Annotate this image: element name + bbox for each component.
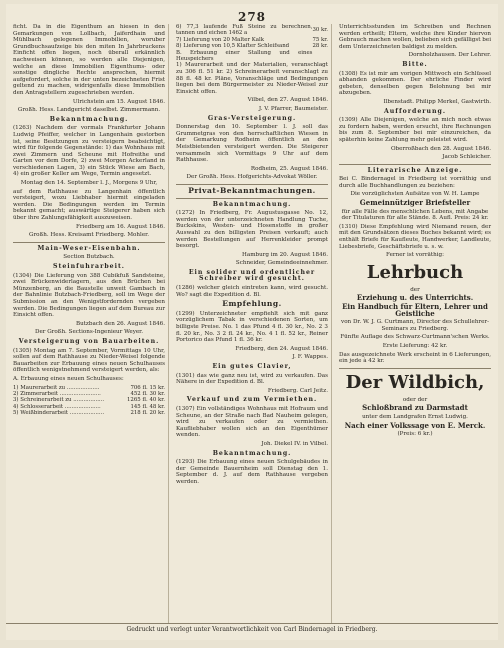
book-subtitle-2: Ein Handbuch für Eltern, Lehrer und Geistliche bbox=[342, 302, 488, 318]
table-row: 1) Maurerarbeit zu ................... 706 fl. 15 kr. bbox=[13, 384, 165, 391]
date-line: Friedberg, den 24. August 1846. bbox=[235, 345, 328, 352]
section-subtitle: Section Butzbach. bbox=[63, 254, 115, 261]
section-title: Gras-Versteigerung. bbox=[207, 114, 297, 122]
notice-1293: (1293) Die Erbauung eines neuen Schulgebäudes in der Gemeinde Bauernheim soll Dienstag den 1. September d. J. auf dem Rathhause vergeben werden. bbox=[176, 459, 328, 485]
date-line: Vilbel, den 27. August 1846. bbox=[247, 97, 328, 104]
book-line: der bbox=[410, 286, 420, 293]
list-intro: A. Erbauung eines neuen Schulhauses: bbox=[13, 375, 124, 382]
table-row: 4) Schlosserarbeit ..................... 145 fl. 48 kr. bbox=[13, 403, 165, 410]
table-row: 7) Lieferung von 20 Malter Kalk 75 kr. bbox=[176, 36, 328, 43]
lit-title: Gemeinnütziger Briefsteller bbox=[359, 198, 471, 208]
signature: Ilbenstadt. Philipp Merkel, Gastwirth. bbox=[383, 98, 491, 105]
book-note: Fünfte Auflage des Schwarz-Curtmann'schen Werks. bbox=[340, 334, 490, 341]
book-author: von Dr. W. J. G. Curtmann, Director des Schullehrer-Seminars zu Friedberg. bbox=[341, 319, 489, 332]
book-subtitle: Erziehung u. des Unterrichts. bbox=[356, 293, 474, 303]
date-line: Rodheim, 25. August 1846. bbox=[250, 165, 328, 172]
book-price: Erste Lieferung: 42 kr. bbox=[382, 342, 448, 349]
signature: Großh. Hess. Kreisamt Friedberg. Mohler. bbox=[29, 232, 149, 239]
date-line: Butzbach den 26. August 1846. bbox=[75, 320, 165, 327]
lit-intro: Bei C. Bindernagel in Friedberg ist vorräthig und durch alle Buchhandlungen zu beziehen: bbox=[339, 176, 491, 189]
table-row: 5) Weißbinderarbeit .................... 218 fl. 20 kr. bbox=[13, 410, 165, 417]
divider bbox=[176, 198, 328, 199]
notice-1299: (1299) Unterzeichneter empfiehlt sich mit ganz vorzüglichem Tabak in verschiedenen Sorten, um billigste Preise. No. 1 das Pfund 4 fl. 30 kr., No. 2 3 fl. 20 kr., No. 3 2 fl. 24 kr., No. 4 1 fl. 52 kr., Reiner Portorico das Pfund 1 fl. 36 kr. bbox=[176, 310, 328, 344]
signature: Schneider, Gemeindeeinnehmer. bbox=[235, 260, 328, 267]
divider bbox=[339, 368, 491, 369]
notice-1309: (1309) Alle Diejenigen, welche an mich noch etwas zu fordern haben, werden ersucht, ihre Rechnungen bis zum 8. September bei mir einzureichen, da späterhin keine Zahlung mehr geleistet wird. bbox=[339, 117, 491, 143]
notice-1310: (1310) Diese Empfehlung wird Niemand reuen, der mit den Grundsätzen dieses Buches bekannt wird; es enthält Briefe für Kaufleute, Handwerker, Landleute, Liebesbriefe, Geschäftsbriefe u. s. w. bbox=[339, 223, 491, 250]
intro-text: ficht. Da in die Eigenthum an hiesen in den Gemarkungen von Lollbach, Jaiferdhain und Mühlbach gelegenen Immobilien, woruber Grundbuchsaufzeige bis den miten In Jahrbruckens Einficht offen liegen, noch überall erkännlich nachweisen können, so werden alle Diejenigen, welche an diese Immobilien Eigenthums- oder sonstige dingliche Rechte ansprechen, hiermit aufgefordert, solche in der unten bezeichneten Frist geltend zu machen, widrigenfalls diese Immobilien den Antragstellern zugeschrieben werden. bbox=[13, 24, 165, 96]
notice-text: auf dem Rathhause zu Langenhain öffentlich versteigert, wozu Liebhaber hiermit eingeladen werden. Die Bedingungen werden im Termin bekannt gemacht; auswärtige Steigerer haben sich über ihre Zahlungsfähigkeit auszuweisen. bbox=[13, 188, 165, 222]
ad-title: Der Wildbich, bbox=[345, 371, 485, 393]
section-title: Steinfuhrarbeit. bbox=[53, 263, 125, 270]
table-row: 8) Lieferung von 10,5 Klafter Schleifsand 28 kr. bbox=[176, 43, 328, 50]
section-title: Bekanntmachung. bbox=[212, 449, 292, 457]
table-row: 3) Schreinerarbeit zu .................. 1265 fl. 40 kr. bbox=[13, 397, 165, 404]
section-title: Versteigerung von Bauarbeiten. bbox=[18, 337, 160, 345]
notice-1307: (1307) Ein vollständiges Wohnhaus mit Hofraum und Scheune, an der Straße nach Bad Nauheim gelegen, wird zu verkaufen oder zu vermiethen. Kaufliebhaber wollen sich an den Eigenthümer wenden. bbox=[176, 405, 328, 439]
notice-1272: (1272) In Friedberg, Fr. Augustusgasse No. 12, werden von der unterzeichneten Handlung Tuche, Buckskins, Westen- und Hosenstoffe in großer Auswahl zu den billigsten Preisen verkauft; auch werden Bestellungen auf Herrenkleider prompt besorgt. bbox=[176, 210, 328, 250]
notice-1305: (1305) Montag am 7. September, Vormittags 10 Uhr, sollen auf dem Rathhause zu Nieder-Weisel folgende Bauarbeiten zur Erbauung eines neuen Schulhauses öffentlich wenigstnehmend versteigert werden, als: bbox=[13, 347, 165, 374]
column-middle bbox=[173, 24, 332, 624]
table-row: 6) 77,3 laufende Fuß Steine zu berechnen, tannen und eichen 1462 a 30 kr. bbox=[176, 24, 328, 37]
signature: Der Großh. Hess. Hofgerichts-Advokat Wöller. bbox=[186, 174, 318, 181]
notice-gras: Donnerstag den 10. September l. J. soll das Grummetgras von den herrschaftlichen Wiesen in der Gemarkung Rodheim öffentlich an den Meistbietenden versteigert werden. Die Steigerer versammeln sich Vormittags 9 Uhr auf dem Rathhause. bbox=[176, 124, 328, 164]
signature: J. V. Pfarrer, Baumeister. bbox=[258, 106, 328, 112]
table-row: 2) Zimmerarbeit ........................ 452 fl. 30 kr. bbox=[13, 390, 165, 397]
divider bbox=[339, 164, 491, 165]
notice-1304: (1304) Die Lieferung von 388 Cubikfuß Sandsteine, zwei Brückenwiderlagern, aus den Brüchen bei Münzenberg, an die Baustelle unweit Gambach in der Bahnlinie Butzbach-Friedberg, soll im Wege der Submission an den Wenigstfordernden vergeben werden. Die Bedingungen liegen auf dem Bureau zur Einsicht offen. bbox=[13, 272, 165, 319]
works-table bbox=[13, 385, 165, 417]
signature: J. F. Wappes. bbox=[292, 354, 328, 361]
divider bbox=[176, 184, 328, 185]
section-title: Aufforderung. bbox=[383, 107, 446, 115]
signature: Friedberg. Carl Jeitz. bbox=[267, 387, 328, 394]
signature: Der Großh. Sections-Ingenieur Weyer. bbox=[34, 329, 144, 336]
date-line: Friedberg am 16. August 1846. bbox=[76, 223, 165, 230]
date-line: Montag den 14. September l. J., Morgens 9 Uhr, bbox=[20, 180, 158, 187]
notice-1286: (1286) welcher gleich eintreten kann, wird gesucht. Wo? sagt die Expedition d. Bl. bbox=[176, 285, 328, 298]
imprint: Gedruckt und verlegt unter Verantwortlichkeit von Carl Bindernagel in Friedberg. bbox=[6, 623, 498, 636]
column-right bbox=[336, 24, 494, 624]
section-title: Bitte. bbox=[402, 60, 428, 68]
date-line: Ulrichstein am 15. August 1846. bbox=[72, 98, 165, 105]
section-heading: Empfehlung. bbox=[222, 299, 282, 309]
table-row: B. Erbauung einer Stallung und eines Heuspeichers bbox=[176, 49, 313, 63]
ad-subtitle: Schloßbrand zu Darmstadt bbox=[362, 403, 468, 413]
notice-1263: (1263) Nachdem der vormals Frankfurter Johann Ludwig Pfeiffer, welcher in Langenhain gestorben ist, seine Besitzungen zu versteigern beabsichtigt, wird für folgende Gegenstände: 1) das Wohnhaus mit zwei Zimmern und Scheune mit Hofreithe und Garten vor dem Dorfe, 2) zwei Morgen Ackerland in verschiedenen Lagen, 3) ein Stück Wiese am Bach, 4) ein großer Keller am Wege, Termin angesetzt. bbox=[13, 125, 165, 178]
intro-text: Unterrichtsstunden im Schreiben und Rechnen werden ertheilt; Eltern, welche ihre Kinder hiervon Gebrauch machen wollen, belieben sich gefälligst bei dem Unterzeichneten baldigst zu melden. bbox=[339, 24, 491, 50]
ad-line: unter dem Landgrafen Ernst Ludwig. bbox=[362, 413, 468, 420]
divider bbox=[13, 242, 165, 243]
section-title: Ein gutes Clavier, bbox=[212, 363, 292, 370]
date-line: Oberroßbach den 28. August 1846. bbox=[390, 145, 491, 152]
column-left bbox=[10, 24, 169, 624]
ad-line: oder der bbox=[402, 396, 428, 403]
lit-desc: für alle Fälle des menschlichen Lebens, mit Angabe der Titulaturen für alle Stände. 8. Aufl. Preis: 24 kr. bbox=[341, 208, 489, 222]
section-title: Ein solider und ordentlicher Schreiber wird gesucht. bbox=[188, 268, 316, 283]
newspaper-page bbox=[6, 4, 498, 640]
also-available: Ferner ist vorräthig: bbox=[386, 252, 444, 259]
book-title: Lehrbuch bbox=[366, 261, 464, 283]
section-title: Literarische Anzeige. bbox=[367, 166, 463, 174]
columns bbox=[10, 24, 494, 624]
signature: Dornholzhausen. Der Lehrer. bbox=[408, 52, 491, 59]
notice-text: 1) Maurerarbeit und der Materialien, veranschlagt zu 306 fl. 51 kr. 2) Schreinerarbeit veranschlagt zu 88 fl. 48 kr. Pläne, Voranschläge und Bedingungen liegen bei dem Bürgermeister zu Nieder-Weisel zur Einsicht offen. bbox=[176, 62, 328, 95]
signature: Jacob Schleicher. bbox=[442, 154, 491, 161]
lit-author: Die vorzüglichsten Aufsätze von W. H. Lampe bbox=[350, 191, 480, 198]
notice-1308: (1308) Es ist mir am vorigen Mittwoch ein Schlüssel abhanden gekommen. Der ehrliche Finder wird gebeten, denselben gegen Belohnung bei mir abzugeben. bbox=[339, 70, 491, 97]
notice-1301: (1301) das wie ganz neu ist, wird zu verkaufen. Das Nähere in der Expedition d. Bl. bbox=[176, 372, 328, 386]
ad-author: Nach einer Volkssage von E. Merck. bbox=[344, 420, 486, 430]
page-number: 278 bbox=[237, 10, 267, 24]
section-title: Bekanntmachung. bbox=[49, 115, 129, 123]
section-title: Main-Weser-Eisenbahn. bbox=[37, 244, 141, 252]
signature: Großh. Hess. Landgericht daselbst. Zimmermann. bbox=[17, 107, 161, 114]
materials-table bbox=[176, 24, 328, 62]
book-text: Das ausgezeichnete Werk erscheint in 6 Lieferungen, ein jede à 42 kr. bbox=[339, 351, 491, 365]
date-line: Hamburg im 20. August 1846. bbox=[241, 251, 328, 258]
ad-price: (Preis: 6 kr.) bbox=[397, 431, 433, 438]
section-title: Bekanntmachung. bbox=[212, 200, 292, 208]
signature: Joh. Diekel IV. in Vilbel. bbox=[261, 440, 328, 447]
section-title: Verkauf und zum Vermiethen. bbox=[186, 396, 318, 404]
section-heading: Privat-Bekanntmachungen. bbox=[188, 185, 316, 195]
